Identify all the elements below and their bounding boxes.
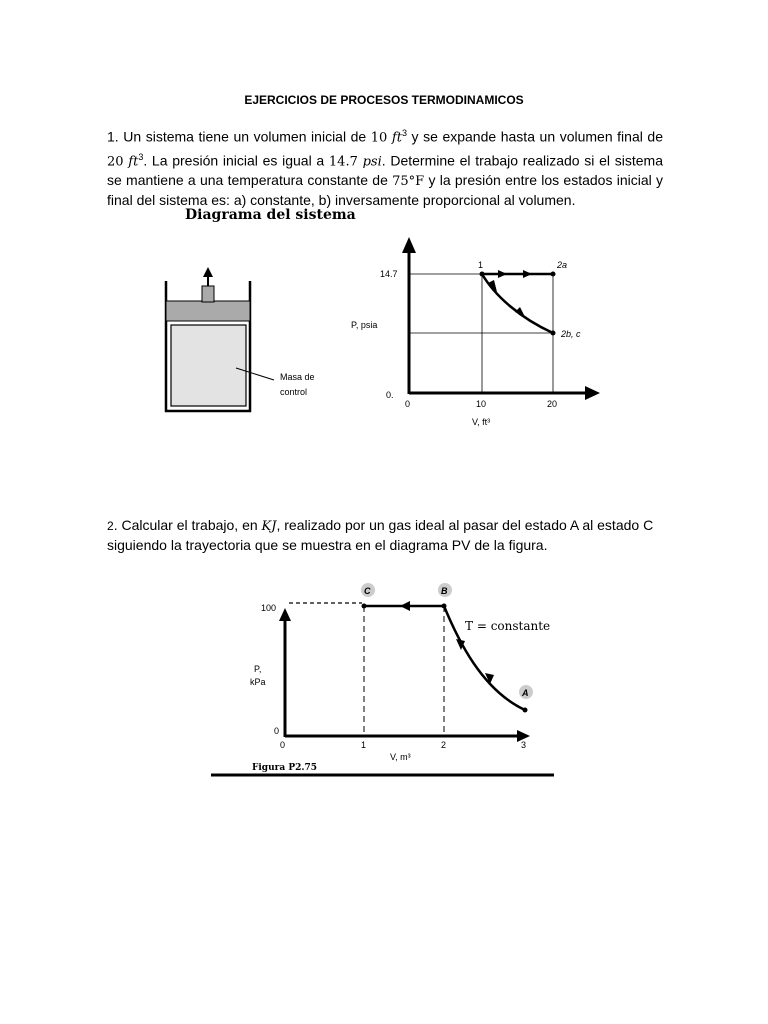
problem-2-text: 2. Calcular el trabajo, en KJ, realizado por un gas ideal al pasar del estado A al estado C siguiendo la trayectoria que se muestra en el diagrama PV de la figura.: [107, 517, 654, 553]
fig1-x-label: V, ft³: [472, 417, 491, 427]
fig1-x-tick-20: 20: [547, 399, 558, 409]
piston-label-line-1: Masa de: [280, 372, 315, 382]
pv-diagram-2: [211, 583, 554, 775]
state-c-label: C: [364, 586, 371, 596]
fig1-x-tick-10: 10: [476, 399, 487, 409]
figure-2-caption: Figura P2.75: [252, 763, 318, 773]
fig2-x-tick-1: 1: [361, 740, 367, 750]
fig1-x-tick-0: 0: [405, 399, 411, 409]
fig2-y-label-line-2: kPa: [250, 677, 266, 687]
fig2-x-label: V, m³: [390, 752, 411, 762]
fig1-y-tick-top: 14.7: [380, 269, 398, 279]
state-1-label: 1: [478, 260, 484, 270]
fig2-y-tick-zero: 0: [274, 726, 280, 736]
state-2a-label: 2a: [557, 260, 568, 270]
fig1-y-tick-zero: 0.: [386, 390, 394, 400]
state-a-label: A: [522, 688, 529, 698]
figure-1-caption: Diagrama del sistema: [185, 207, 356, 223]
isotherm-annotation: T = constante: [465, 619, 551, 633]
fig2-x-tick-0: 0: [280, 740, 286, 750]
fig1-y-label: P, psia: [351, 320, 378, 330]
y-axis-arrow-icon: [279, 608, 291, 621]
fig2-y-tick-top: 100: [261, 603, 277, 613]
state-2bc-label: 2b, c: [561, 329, 581, 339]
problem-1-text: 1. Un sistema tiene un volumen inicial de 10 $ft^3$ y se expande hasta un volumen final de 20 $ft^3$. La presión inicial es igual a 14.7 psi. Determine el trabajo realizado si el sistema se mantiene a una temperatura constante de 75°F y la presión entre los estados inicial y final del sistema es: a) constante, b) inversamente proporcional al volumen.: [107, 128, 663, 209]
fig2-x-tick-3: 3: [521, 740, 527, 750]
fig2-x-tick-2: 2: [441, 740, 447, 750]
page-title: EJERCICIOS DE PROCESOS TERMODINAMICOS: [244, 93, 524, 107]
problem-2-number: 2: [107, 519, 114, 533]
problem-1-number: 1: [107, 128, 115, 145]
fig2-y-label-line-1: P,: [254, 664, 262, 674]
state-b-label: B: [441, 586, 448, 596]
piston-label-line-2: control: [280, 387, 308, 397]
